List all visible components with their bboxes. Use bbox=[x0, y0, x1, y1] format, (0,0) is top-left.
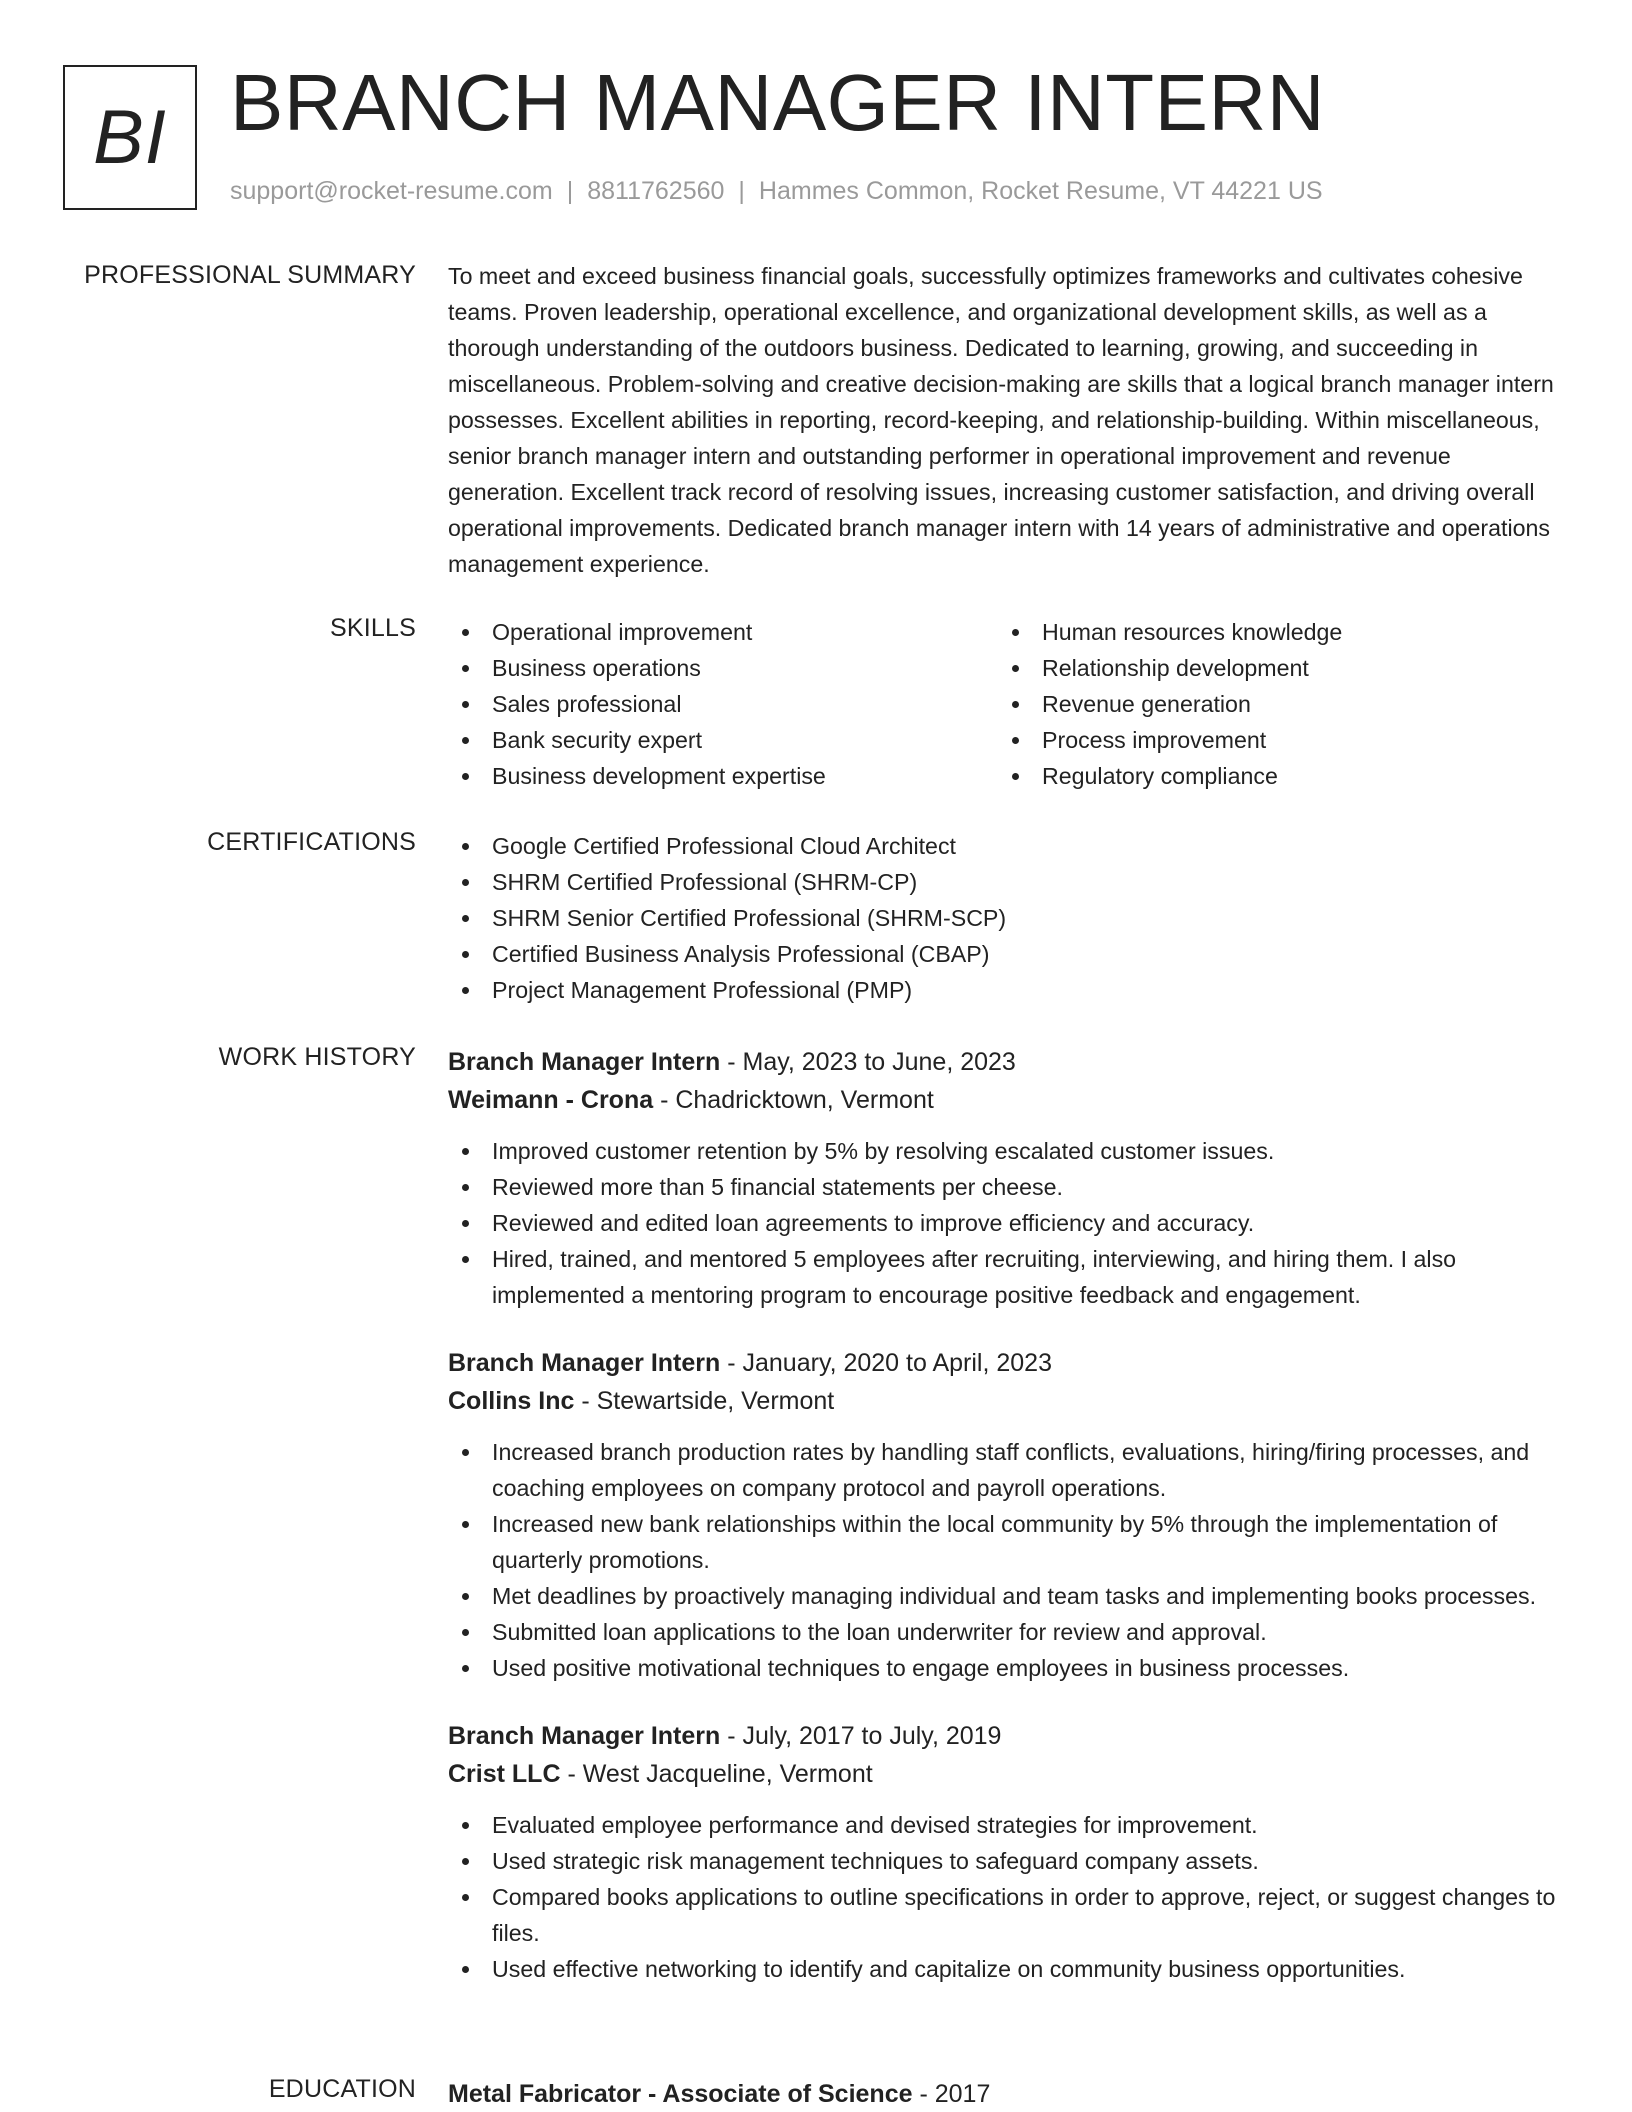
job-dates: - May, 2023 to June, 2023 bbox=[720, 1048, 1016, 1076]
certification-item: Project Management Professional (PMP) bbox=[448, 972, 1572, 1008]
monogram-box bbox=[63, 65, 197, 210]
job-bullet: Met deadlines by proactively managing individual and team tasks and implementing books processes. bbox=[448, 1578, 1572, 1614]
job-bullet-list bbox=[448, 1133, 1572, 1313]
certification-item: Certified Business Analysis Professional (CBAP) bbox=[448, 936, 1572, 972]
job-bullet: Used strategic risk management techniques to safeguard company assets. bbox=[448, 1843, 1572, 1879]
job-title-line bbox=[448, 1717, 1572, 1755]
certification-item: Google Certified Professional Cloud Architect bbox=[448, 828, 1572, 864]
job-company: Collins Inc bbox=[448, 1387, 575, 1415]
job-company: Weimann - Crona bbox=[448, 1086, 654, 1114]
job-dates: - July, 2017 to July, 2019 bbox=[720, 1722, 1002, 1750]
job-bullet: Improved customer retention by 5% by resolving escalated customer issues. bbox=[448, 1133, 1572, 1169]
job-title: Branch Manager Intern bbox=[448, 1349, 721, 1377]
skill-item: Relationship development bbox=[998, 650, 1548, 686]
job-bullet: Reviewed and edited loan agreements to improve efficiency and accuracy. bbox=[448, 1205, 1572, 1241]
section-label-certifications: CERTIFICATIONS bbox=[207, 828, 416, 856]
contact-separator: | bbox=[738, 177, 745, 205]
certifications-body bbox=[448, 828, 1572, 1008]
job-company-line bbox=[448, 1755, 1572, 1793]
job-location: - Chadricktown, Vermont bbox=[653, 1086, 934, 1114]
contact-line bbox=[230, 177, 1323, 206]
job-company-line bbox=[448, 1382, 1572, 1420]
job-location: - West Jacqueline, Vermont bbox=[560, 1760, 873, 1788]
job-entry bbox=[448, 1344, 1572, 1686]
skills-list bbox=[448, 614, 1572, 794]
job-bullet: Reviewed more than 5 financial statements per cheese. bbox=[448, 1169, 1572, 1205]
job-title: Branch Manager Intern bbox=[448, 1048, 721, 1076]
education-body bbox=[448, 2075, 1572, 2112]
job-bullet: Increased branch production rates by handling staff conflicts, evaluations, hiring/firing processes, and coaching employees on company protocol and payroll operations. bbox=[448, 1434, 1572, 1506]
job-bullet-list bbox=[448, 1434, 1572, 1686]
education-year: - 2017 bbox=[912, 2080, 991, 2108]
job-title-line bbox=[448, 1344, 1572, 1382]
skill-item: Bank security expert bbox=[448, 722, 998, 758]
job-title: Branch Manager Intern bbox=[448, 1722, 721, 1750]
job-bullet: Evaluated employee performance and devised strategies for improvement. bbox=[448, 1807, 1572, 1843]
summary-text: To meet and exceed business financial goals, successfully optimizes frameworks and cultivates cohesive teams. Proven leadership, operational excellence, and organizational development skills, as well as a thorough understanding of the outdoors business. Dedicated to learning, growing, and succeeding in miscellaneous. Problem-solving and creative decision-making are skills that a logical branch manager intern possesses. Excellent abilities in reporting, record-keeping, and relationship-building. Within miscellaneous, senior branch manager intern and outstanding performer in operational improvement and revenue generation. Excellent track record of resolving issues, increasing customer satisfaction, and driving overall operational improvements. Dedicated branch manager intern with 14 years of administrative and operations management experience. bbox=[448, 263, 1554, 577]
skill-item: Business development expertise bbox=[448, 758, 998, 794]
section-label-work-history: WORK HISTORY bbox=[218, 1043, 416, 1071]
skill-item: Operational improvement bbox=[448, 614, 998, 650]
skill-item: Human resources knowledge bbox=[998, 614, 1548, 650]
contact-phone[interactable]: 8811762560 bbox=[587, 177, 725, 205]
education-line bbox=[448, 2075, 1572, 2112]
section-label-summary: PROFESSIONAL SUMMARY bbox=[84, 261, 416, 289]
skill-item: Regulatory compliance bbox=[998, 758, 1548, 794]
skill-item: Process improvement bbox=[998, 722, 1548, 758]
job-title-line bbox=[448, 1043, 1572, 1081]
job-entry bbox=[448, 1717, 1572, 1987]
job-bullet: Compared books applications to outline specifications in order to approve, reject, or suggest changes to files. bbox=[448, 1879, 1572, 1951]
contact-address: Hammes Common, Rocket Resume, VT 44221 US bbox=[758, 177, 1323, 205]
certification-item: SHRM Senior Certified Professional (SHRM-SCP) bbox=[448, 900, 1572, 936]
resume-header bbox=[63, 58, 1563, 210]
job-bullet-list bbox=[448, 1807, 1572, 1987]
job-dates: - January, 2020 to April, 2023 bbox=[720, 1349, 1052, 1377]
certifications-list bbox=[448, 828, 1572, 1008]
job-bullet: Submitted loan applications to the loan underwriter for review and approval. bbox=[448, 1614, 1572, 1650]
skills-column-left bbox=[448, 614, 998, 794]
job-bullet: Used positive motivational techniques to engage employees in business processes. bbox=[448, 1650, 1572, 1686]
job-bullet: Increased new bank relationships within the local community by 5% through the implementation of quarterly promotions. bbox=[448, 1506, 1572, 1578]
contact-email[interactable]: support@rocket-resume.com bbox=[230, 177, 553, 205]
skill-item: Sales professional bbox=[448, 686, 998, 722]
skill-item: Revenue generation bbox=[998, 686, 1548, 722]
certification-item: SHRM Certified Professional (SHRM-CP) bbox=[448, 864, 1572, 900]
section-label-skills: SKILLS bbox=[330, 614, 416, 642]
skills-column-right bbox=[998, 614, 1548, 794]
section-label-education: EDUCATION bbox=[268, 2075, 416, 2103]
candidate-name: BRANCH MANAGER INTERN bbox=[230, 58, 1326, 147]
skill-item: Business operations bbox=[448, 650, 998, 686]
work-history-body bbox=[448, 1043, 1572, 2018]
job-company-line bbox=[448, 1081, 1572, 1119]
contact-separator: | bbox=[566, 177, 574, 205]
job-bullet: Used effective networking to identify and capitalize on community business opportunities. bbox=[448, 1951, 1572, 1987]
job-company: Crist LLC bbox=[448, 1760, 561, 1788]
education-degree: Metal Fabricator - Associate of Science bbox=[448, 2080, 913, 2108]
job-entry bbox=[448, 1043, 1572, 1313]
monogram-initials: BI bbox=[93, 95, 167, 180]
job-location: - Stewartside, Vermont bbox=[574, 1387, 835, 1415]
job-bullet: Hired, trained, and mentored 5 employees after recruiting, interviewing, and hiring them. I also implemented a mentoring program to encourage positive feedback and engagement. bbox=[448, 1241, 1572, 1313]
